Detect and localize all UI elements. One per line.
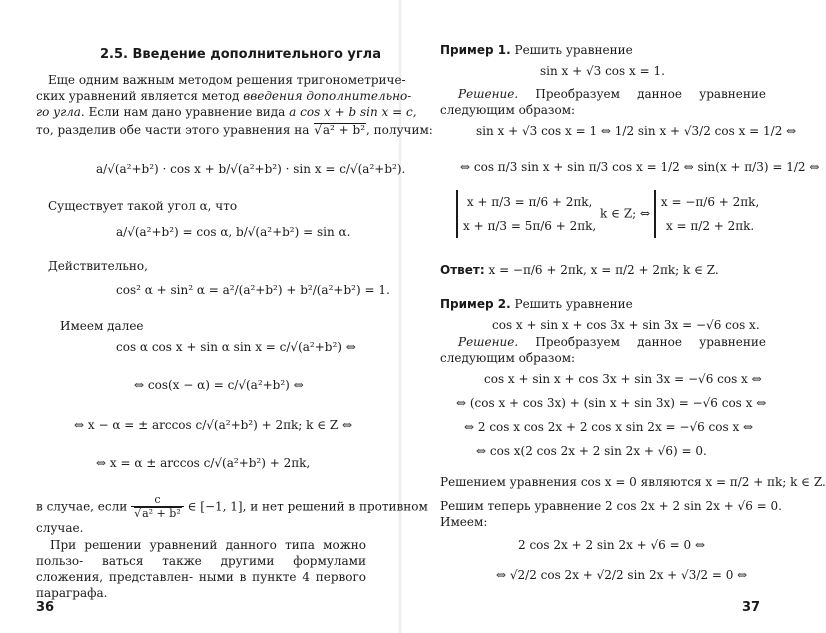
intro-line-2: ских уравнений является метод введения дополнительно-: [36, 89, 412, 103]
equation-1: a/√(a²+b²) · cos x + b/√(a²+b²) · sin x = c/√(a²+b²).: [96, 162, 406, 176]
example-1-system: x + π/3 = π/6 + 2πk, x + π/3 = 5π/6 + 2πk, k ∈ Z; ⇔ x = −π/6 + 2πk, x = π/2 + 2πk.: [456, 190, 759, 238]
example-2-step-2: ⇔ (cos x + cos 3x) + (sin x + sin 3x) = −√6 cos x ⇔: [456, 396, 767, 410]
intro-line-4: то, разделив обе части этого уравнения на √ a² + b², получим:: [36, 122, 433, 138]
example-2-equation: cos x + sin x + cos 3x + sin 3x = −√6 cos x.: [492, 318, 760, 332]
example-2-step-5: 2 cos 2x + 2 sin 2x + √6 = 0 ⇔: [518, 538, 705, 552]
example-2-step-4: ⇔ cos x(2 cos 2x + 2 sin 2x + √6) = 0.: [476, 444, 707, 458]
equation-6: ⇔ x − α = ± arccos c/√(a²+b²) + 2πk; k ∈ Z ⇔: [74, 418, 353, 432]
case-line: в случае, если c √ a² + b² ∈ [−1, 1], и нет решений в противном: [36, 494, 428, 520]
final-paragraph: При решении уравнений данного типа можно пользо- ваться также другими формулами сложения, представлен- ными в пункте 4 первого параграфа.: [36, 538, 366, 600]
system-left: x + π/3 = π/6 + 2πk, x + π/3 = 5π/6 + 2πk,: [456, 190, 596, 238]
exists-text: Существует такой угол α, что: [48, 199, 238, 213]
example-1-step-2: ⇔ cos π/3 sin x + sin π/3 cos x = 1/2 ⇔ sin(x + π/3) = 1/2 ⇔: [460, 160, 820, 174]
have-text: Имеем:: [440, 515, 488, 529]
equation-3: cos² α + sin² α = a²/(a²+b²) + b²/(a²+b²) = 1.: [116, 283, 390, 297]
equation-4: cos α cos x + sin α sin x = c/√(a²+b²) ⇔: [116, 340, 356, 354]
system-right: x = −π/6 + 2πk, x = π/2 + 2πk.: [654, 190, 759, 238]
solution-1-text: Решение. Преобразуем данное уравнение следующим образом:: [440, 87, 766, 117]
example-2-step-1: cos x + sin x + cos 3x + sin 3x = −√6 cos x ⇔: [484, 372, 762, 386]
roots-line: Решением уравнения cos x = 0 являются x = π/2 + πk; k ∈ Z.: [440, 475, 826, 489]
right-page: [400, 0, 826, 633]
equation-7: ⇔ x = α ± arccos c/√(a²+b²) + 2πk,: [96, 456, 311, 470]
case-fraction: c √ a² + b²: [131, 494, 184, 520]
indeed-text: Действительно,: [48, 259, 148, 273]
example-2-heading: Пример 2. Решить уравнение: [440, 297, 633, 311]
answer-line: Ответ: x = −π/6 + 2πk, x = π/2 + 2πk; k ∈ Z.: [440, 263, 719, 277]
example-1-equation: sin x + √3 cos x = 1.: [540, 64, 665, 78]
case-line-end: случае.: [36, 521, 84, 535]
solution-2-text: Решение. Преобразуем данное уравнение следующим образом:: [440, 335, 766, 365]
example-1-step-1: sin x + √3 cos x = 1 ⇔ 1/2 sin x + √3/2 cos x = 1/2 ⇔: [476, 124, 797, 138]
solve-now-line: Решим теперь уравнение 2 cos 2x + 2 sin 2x + √6 = 0.: [440, 499, 782, 513]
intro-line-3: го угла. Если нам дано уравнение вида a cos x + b sin x = c,: [36, 105, 417, 119]
example-1-heading: Пример 1. Решить уравнение: [440, 43, 633, 57]
example-2-step-6: ⇔ √2/2 cos 2x + √2/2 sin 2x + √3/2 = 0 ⇔: [496, 568, 748, 582]
equation-2: a/√(a²+b²) = cos α, b/√(a²+b²) = sin α.: [116, 225, 351, 239]
page-number-left: 36: [36, 600, 55, 615]
example-2-step-3: ⇔ 2 cos x cos 2x + 2 cos x sin 2x = −√6 cos x ⇔: [464, 420, 754, 434]
next-text: Имеем далее: [60, 319, 144, 333]
equation-5: ⇔ cos(x − α) = c/√(a²+b²) ⇔: [134, 378, 304, 392]
intro-line-1: Еще одним важным методом решения тригонометриче-: [48, 73, 406, 87]
page-number-right: 37: [742, 600, 761, 615]
section-title: 2.5. Введение дополнительного угла: [100, 47, 381, 62]
